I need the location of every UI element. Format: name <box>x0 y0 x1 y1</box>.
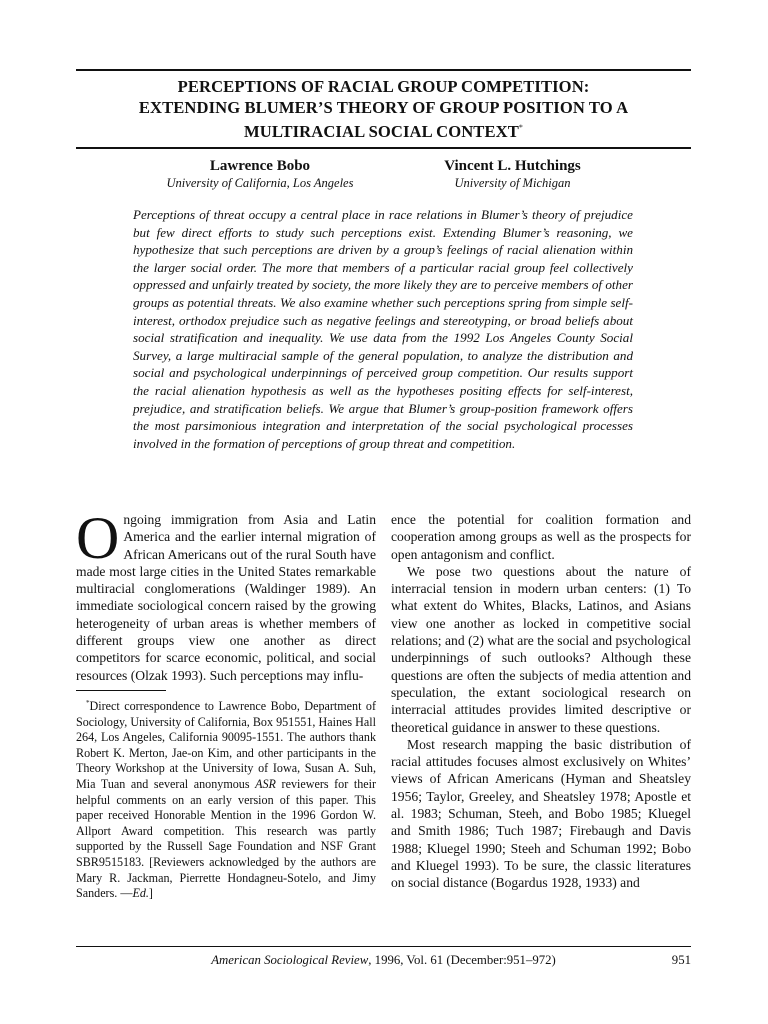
intro-paragraph <box>76 505 376 684</box>
title-footnote-mark: * <box>518 123 524 132</box>
author-name: Lawrence Bobo <box>209 158 311 174</box>
intro-text: ngoing immigration from Asia and Latin America and the earlier internal migration of African Americans out of the rural South have made most large cities in the United States remarkable multiracial conglomerations (Waldinger 1989). An immediate sociological concern raised by the growing heterogeneity of urban areas is whether members of different groups view one another as direct competitors for scarce economic, political, and social resources (Olzak 1993). Such perceptions may influ- <box>76 512 376 683</box>
abstract: Perceptions of threat occupy a central place in race relations in Blumer’s theory of prejudice but few direct efforts to study such perceptions exist. Extending Blumer’s reasoning, we hypothesize that such perceptions are driven by a group’s feelings of racial alienation within the larger social order. The more that members of a particular racial group feel collectively oppressed and unfairly treated by society, the more likely they are to perceive members of other groups as potential threats. We also examine whether such perceptions spring from simple self-interest, orthodox prejudice such as negative feelings and stereotyping, or broad beliefs about social stratification and inequality. We use data from the 1992 Los Angeles County Social Survey, a large multiracial sample of the general population, to analyze the distribution and social and psychological underpinnings of perceived group competition. Our results support the racial alienation hypothesis as well as the hypotheses positing effects for self-interest, prejudice, and stratification beliefs. We argue that Blumer’s group-position framework offers the most parsimonious integration and interpretation of the social psychological processes involved in the formation of perceptions of group threat and competition. <box>133 207 633 451</box>
author-block <box>400 158 625 191</box>
footnote-mark: * <box>86 698 90 707</box>
author-affiliation: University of California, Los Angeles <box>166 176 354 190</box>
intro-paragraph-continued: ence the potential for coalition formation and cooperation among groups as well as the prospects for open antagonism and conflict. <box>391 512 691 562</box>
author-block <box>120 158 400 191</box>
footnote: *Direct correspondence to Lawrence Bobo, Department of Sociology, University of California, Box 951551, Haines Hall 264, Los Angeles, California 90095-1551. The authors thank Robert K. Merton, Jae-on Kim, and other participants in the Theory Workshop at the University of Iowa, Susan A. Suh, Mia Tuan and several anonymous ASR reviewers for their helpful comments on an early version of this paper. This paper received Honorable Mention in the 1996 Gordon W. Allport Award competition. This research was partly supported by the Russell Sage Foundation and NSF Grant SBR9515183. [Reviewers acknowledged by the authors are Mary R. Jackman, Pierrette Hondagneu-Sotelo, and Jimy Sanders. —Ed.] <box>76 698 376 901</box>
drop-cap: O <box>76 505 120 571</box>
title-line-2: EXTENDING BLUMER’S THEORY OF GROUP POSITION TO A <box>138 97 629 117</box>
body-paragraph: Most research mapping the basic distribution of racial attitudes focuses almost exclusively on Whites’ views of African Americans (Hyman and Sheatsley 1956; Taylor, Greeley, and Sheatsley 1978; Apostle et al. 1983; Schuman, Steeh, and Bobo 1985; Kluegel and Smith 1986; Tuch 1987; Firebaugh and Davis 1988; Kluegel 1990; Steeh and Schuman 1992; Bobo and Kluegel 1993). To be sure, the classic literatures on social distance (Bogardus 1928, 1933) and <box>391 736 691 891</box>
title-line-1: PERCEPTIONS OF RACIAL GROUP COMPETITION: <box>177 77 590 96</box>
footer-rule <box>76 946 691 947</box>
journal-citation <box>76 952 691 968</box>
top-rule <box>76 69 691 71</box>
title-line-3: MULTIRACIAL SOCIAL CONTEXT <box>243 122 519 141</box>
footnote-rule <box>76 690 166 691</box>
journal-name: American Sociological Review <box>211 953 369 967</box>
left-column <box>76 505 376 902</box>
author-name: Vincent L. Hutchings <box>444 158 581 174</box>
article-title <box>76 77 691 143</box>
page-number: 951 <box>671 953 691 967</box>
citation-details: , 1996, Vol. 61 (December:951–972) <box>368 953 556 967</box>
body-paragraph: We pose two questions about the nature of interracial tension in modern urban centers: (1) To what extent do Whites, Blacks, Latinos, and Asians view one another as locked in competitive social relations; and (2) what are the social and psychological underpinnings of such outlooks? Although these questions are often the subjects of media attention and speculation, the extant sociological research on interracial attitudes provides limited descriptive or theoretical guidance in answer to these questions. <box>391 563 691 735</box>
right-column <box>391 511 691 892</box>
title-bottom-rule <box>76 147 691 149</box>
author-affiliation: University of Michigan <box>454 176 571 190</box>
